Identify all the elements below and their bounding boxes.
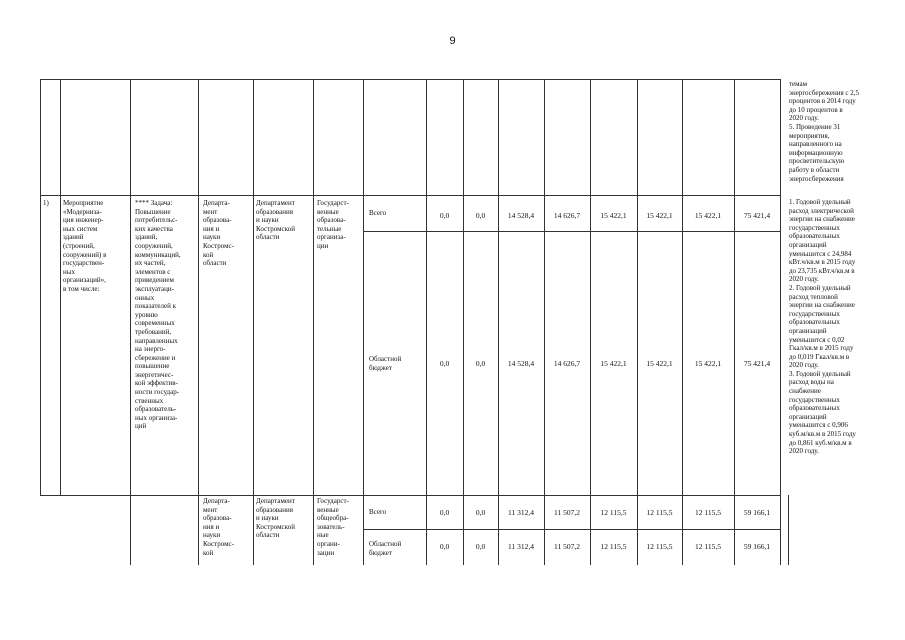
col-border [682,79,683,565]
row1-regional-value-2014: 0,0 [439,360,450,368]
row1-total-value-2020: 15 422,1 [694,212,722,220]
row2-total-value-2015: 0,0 [475,509,486,517]
row1-total-value-2017: 14 626,7 [553,212,581,220]
col-border [130,79,131,565]
row2-regional-value-total: 59 166,1 [743,543,771,551]
col-border [363,79,364,565]
page-number: 9 [449,35,456,47]
row2-total-value-total: 59 166,1 [743,509,771,517]
col-border [60,79,61,495]
row2-total-value-2018: 12 115,5 [600,509,627,517]
col-border [253,79,254,565]
row2-total-value-2016: 11 312,4 [508,509,534,517]
row1-task: **** Задача: Повышение потребительс- ких качества зданий, сооружений, коммуникаций, их частей, элементов с приведением эксплуатаци- онных показателей к уровню современных требований, направленных на энерго- сбережение и повышение энергетичес- кой эффектив- ности государ- ственных образователь- ных организа- ций [135,199,181,431]
col-border [426,79,427,565]
col-border [734,79,735,565]
row-divider [40,195,780,196]
row1-regional-value-2020: 15 422,1 [694,360,722,368]
row1-source-total: Всего [369,209,387,217]
col-border [40,79,41,495]
row1-gr-admin: Департамент образования и науки Костромской области [256,199,295,242]
row2-regional-value-2020: 12 115,5 [695,543,721,551]
row2-gr-admin: Департамент образования и науки Костромской области [256,497,295,540]
row1-number: 1) [43,199,49,207]
row2-total-value-2017: 11 507,2 [554,509,580,517]
row1-total-value-2015: 0,0 [475,212,486,220]
row2-total-value-2019: 12 115,5 [646,509,673,517]
col-border [463,79,464,565]
row2-regional-value-2018: 12 115,5 [600,543,627,551]
row1-regional-value-2016: 14 528,4 [507,360,535,368]
row2-regional-value-2019: 12 115,5 [646,543,673,551]
row1-total-value-2016: 14 528,4 [507,212,535,220]
col-border [498,79,499,565]
row1-regional-value-2015: 0,0 [475,360,486,368]
col-border [637,79,638,565]
row2-executor: Департа- мент образова- ния и науки Костромс- кой [203,497,234,557]
row2-regional-value-2015: 0,0 [475,543,486,551]
row2-regional-value-2016: 11 312,4 [508,543,534,551]
row2-total-value-2020: 12 115,5 [695,509,721,517]
col-border [590,79,591,565]
table-top-border [40,79,780,80]
row1-result-text: 1. Годовой удельный расход электрической энергии на снабжение государственных образовательных организаций уменьшится с 24,984 кВт.ч/кв.м в 2015 году до 23,735 кВт.ч/кв.м в 2020 году. 2. Годовой удельный расход тепловой энергии на снабжение государственных образовательных организаций уменьшится с 0,02 Гкал/кв.м в 2015 году до 0,019 Гкал/кв.м в 2020 году. 3. Годовой удельный расход воды на снабжение государственных образовательных организаций уменьшится с 0,906 куб.м/кв.м в 2015 году до 0,861 куб.м/кв.м в 2020 году. [789,198,856,456]
row1-regional-value-total: 75 421,4 [743,360,771,368]
row1-regional-value-2017: 14 626,7 [553,360,581,368]
col-border [788,495,789,565]
row1-recipient: Государст- венные образова- тельные организа- ции [317,199,349,250]
row2-regional-value-2014: 0,0 [439,543,450,551]
row2-total-value-2014: 0,0 [439,509,450,517]
row1-measure: Мероприятие «Модерниза- ция инженер- ных систем зданий (строений, сооружений) в государствен- ных организаций», в том числе: [63,199,107,293]
row1-executor: Департа- мент образова- ния и науки Костромс- кой области [203,199,234,268]
row1-source-regional: Областной бюджет [369,355,402,372]
col-border [198,79,199,565]
row2-recipient: Государст- венные общеобра- зователь- ные органи- зации [317,497,349,557]
row1-total-value-2018: 15 422,1 [600,212,627,220]
row1-regional-value-2018: 15 422,1 [600,360,627,368]
row1-regional-value-2019: 15 422,1 [646,360,673,368]
row-divider [40,495,781,496]
row1-total-value-2014: 0,0 [439,212,450,220]
continuation-result-text: темам энергосбережения с 2,5 процентов в 2014 году до 10 процентов в 2020 году. 5. Проведение 31 мероприятия, направленного на информационную просветительскую работу в области энергосбережения [789,80,860,183]
row2-source-total: Всего [369,508,387,516]
row2-source-regional: Областной бюджет [369,540,402,557]
col-border [313,79,314,565]
row1-total-value-2019: 15 422,1 [646,212,673,220]
row1-total-value-total: 75 421,4 [743,212,771,220]
row2-regional-value-2017: 11 507,2 [554,543,580,551]
col-border [780,79,781,565]
col-border [544,79,545,565]
